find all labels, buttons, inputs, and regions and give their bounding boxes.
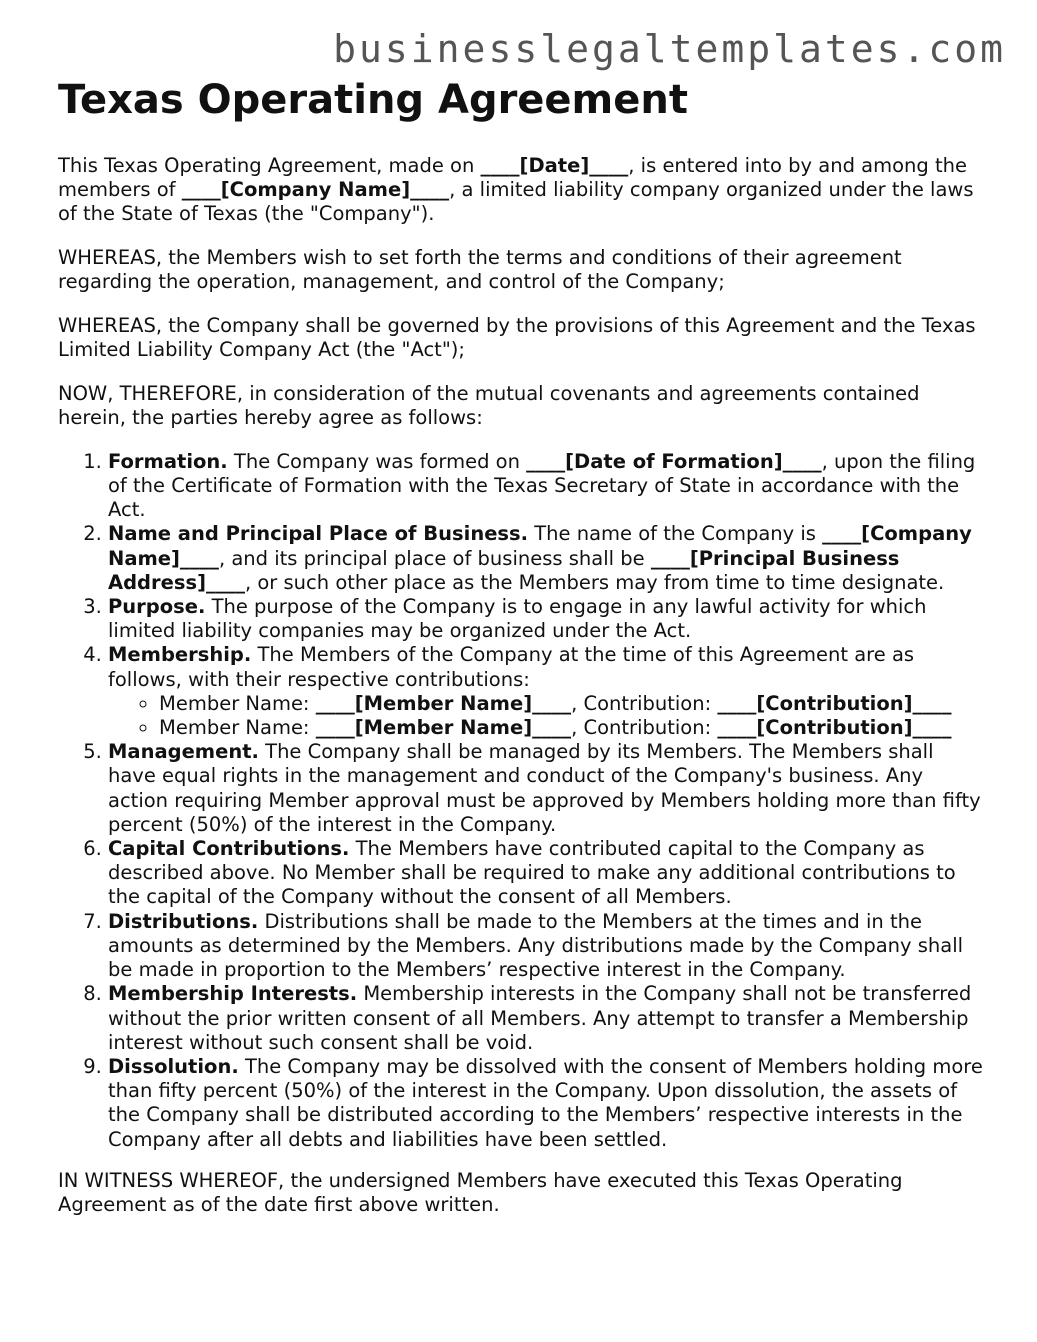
intro-paragraph xyxy=(58,154,983,227)
section-heading: Purpose. xyxy=(108,595,206,619)
section-text: The Company shall be managed by its Members. The Members shall have equal rights in the management and conduct of the Company's business. Any action requiring Member approval must be approved by Members holding more than fifty percent (50%) of the interest in the Company. xyxy=(108,740,981,836)
contribution-field: ____[Contribution]____ xyxy=(717,691,952,715)
whereas-paragraph-2: WHEREAS, the Company shall be governed by the provisions of this Agreement and the Texas Limited Liability Company Act (the "Act"); xyxy=(58,314,976,362)
section-text: Membership interests in the Company shall not be transferred without the prior written consent of all Members. Any attempt to transfer a Membership interest without such consent shall be void. xyxy=(108,982,972,1054)
section-purpose xyxy=(108,595,983,643)
intro-text: , is entered into by and among the members of xyxy=(58,154,967,202)
company-name-field: ____[Company Name]____ xyxy=(181,178,450,202)
section-heading: Membership Interests. xyxy=(108,982,358,1006)
member-name-label: Member Name: xyxy=(159,691,316,715)
section-membership-interests xyxy=(108,982,983,1055)
section-heading: Membership. xyxy=(108,643,252,667)
member-item xyxy=(159,716,983,740)
section-text: , and its principal place of business shall be xyxy=(218,546,651,570)
section-text: The Members have contributed capital to the Company as described above. No Member shall be required to make any additional contributions to the capital of the Company without the consent of all Members. xyxy=(108,837,956,909)
section-heading: Formation. xyxy=(108,449,228,473)
section-text: The name of the Company is xyxy=(528,522,823,546)
watermark: businesslegaltemplates.com xyxy=(333,27,1006,71)
section-heading: Dissolution. xyxy=(108,1054,239,1078)
principal-address-field: ____[Principal Business Address]____ xyxy=(108,546,900,594)
section-formation xyxy=(108,450,983,523)
section-text: The Company was formed on xyxy=(227,449,527,473)
section-text: The Company may be dissolved with the consent of Members holding more than fifty percent (50%) of the interest in the Company. Upon dissolution, the assets of the Company shall be distributed according to the Members’ respective interests in the Company after all debts and liabilities have been settled. xyxy=(108,1054,983,1151)
contribution-field: ____[Contribution]____ xyxy=(717,716,952,740)
section-dissolution xyxy=(108,1055,983,1152)
contribution-label: , Contribution: xyxy=(571,691,718,715)
section-management xyxy=(108,740,983,837)
section-text: , or such other place as the Members may from time to time designate. xyxy=(244,570,945,594)
member-name-field: ____[Member Name]____ xyxy=(315,691,572,715)
section-heading: Distributions. xyxy=(108,909,259,933)
section-text: The Members of the Company at the time of this Agreement are as follows, with their respective contributions: xyxy=(108,643,915,691)
contribution-label: , Contribution: xyxy=(571,716,718,740)
document-title: Texas Operating Agreement xyxy=(58,77,688,123)
document-body xyxy=(58,78,983,1237)
section-name-place xyxy=(108,522,983,595)
witness-paragraph: IN WITNESS WHEREOF, the undersigned Members have executed this Texas Operating Agreement as of the date first above written. xyxy=(58,1168,903,1216)
section-text: Distributions shall be made to the Members at the times and in the amounts as determined by the Members. Any distributions made by the Company shall be made in proportion to the Members’ respective interest in the Company. xyxy=(108,909,964,982)
section-heading: Capital Contributions. xyxy=(108,837,350,861)
whereas-paragraph-1: WHEREAS, the Members wish to set forth the terms and conditions of their agreement regarding the operation, management, and control of the Company; xyxy=(58,246,902,294)
member-name-field: ____[Member Name]____ xyxy=(315,716,572,740)
section-heading: Management. xyxy=(108,740,259,764)
section-capital-contributions xyxy=(108,837,983,910)
members-list xyxy=(108,692,983,740)
section-text: , upon the filing of the Certificate of Formation with the Texas Secretary of State in accordance with the Act. xyxy=(108,449,976,522)
member-name-label: Member Name: xyxy=(159,716,316,740)
formation-date-field: ____[Date of Formation]____ xyxy=(526,449,822,473)
sections-list xyxy=(58,450,983,1152)
date-field: ____[Date]____ xyxy=(480,154,629,177)
intro-text: , a limited liability company organized under the laws of the State of Texas (the "Company"). xyxy=(58,178,974,226)
now-therefore-paragraph: NOW, THEREFORE, in consideration of the mutual covenants and agreements contained herein, the parties hereby agree as follows: xyxy=(58,381,920,430)
member-item xyxy=(159,692,983,716)
section-text: The purpose of the Company is to engage in any lawful activity for which limited liability companies may be organized under the Act. xyxy=(108,595,927,643)
company-name-field: ____[Company Name]____ xyxy=(108,522,972,570)
section-heading: Name and Principal Place of Business. xyxy=(108,522,529,546)
section-distributions xyxy=(108,910,983,983)
section-membership xyxy=(108,643,983,740)
intro-text: This Texas Operating Agreement, made on xyxy=(58,154,481,177)
